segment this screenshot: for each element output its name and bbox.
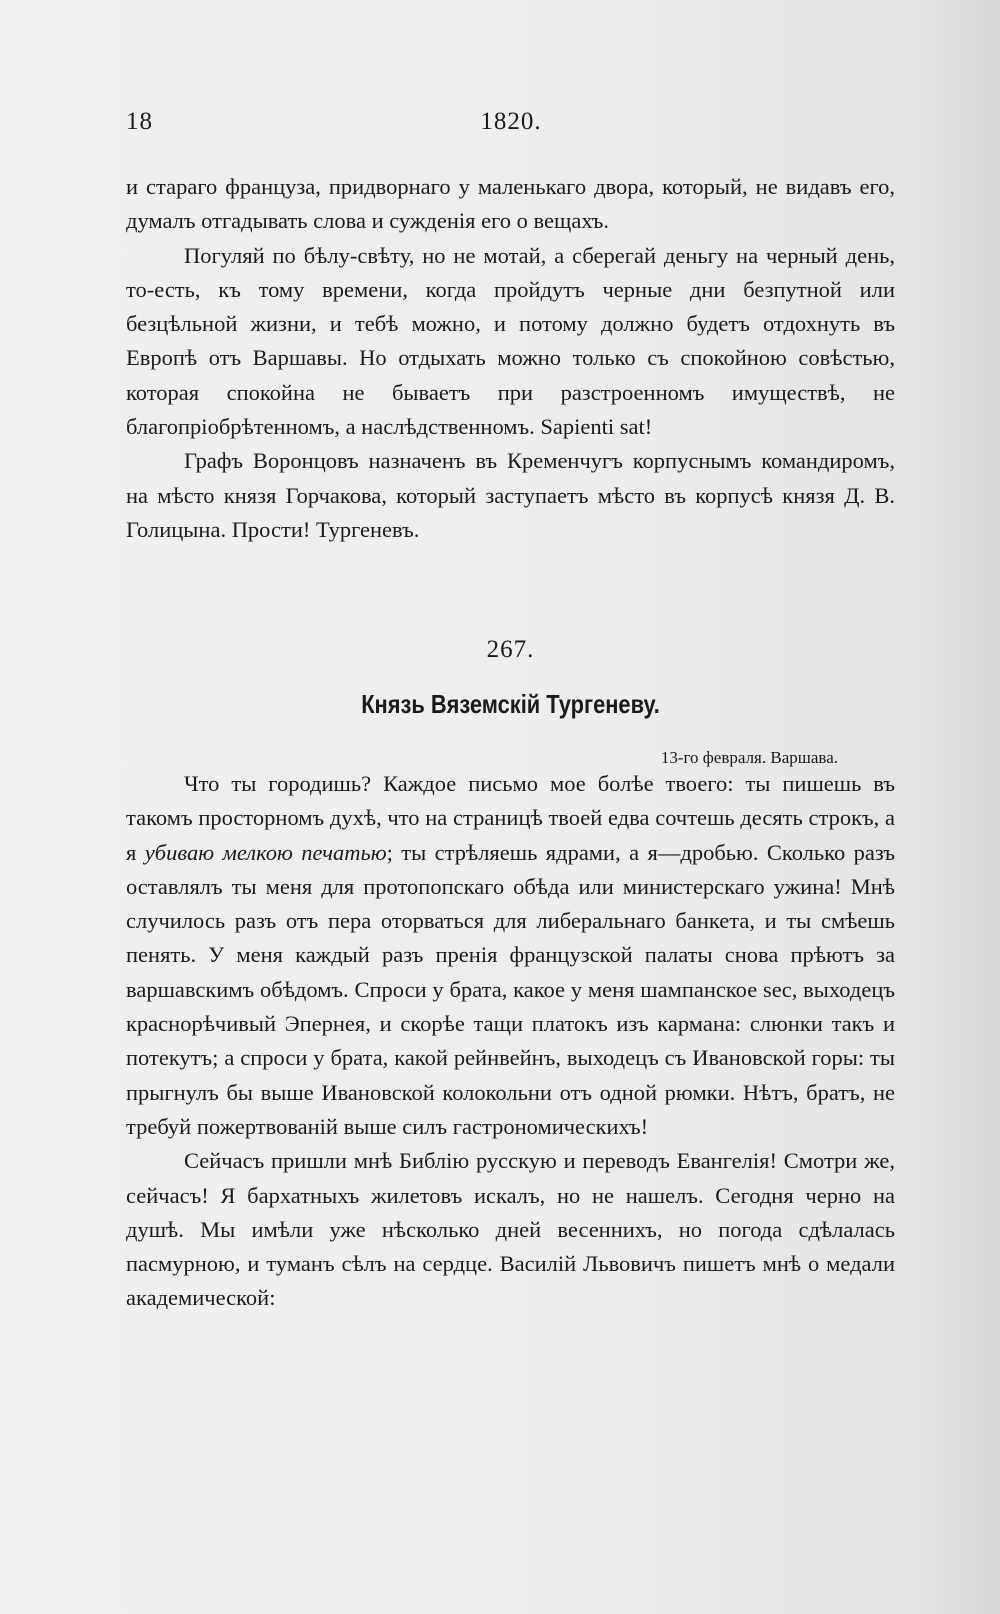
paragraph-text: ; ты стрѣляешь ядрами, а я—дробью. Сколько разъ оставлялъ ты меня для протопопскаго обѣда или министерскаго ужина! Мнѣ случилось разъ отъ пера оторваться для либеральнаго банкета, и ты смѣешь пенять. У меня каждый разъ пренія французской палаты снова прѣютъ за варшавскимъ обѣдомъ. Спроси у брата, какое у меня шампанское sec, выходецъ краснорѣчивый Эпернея, и скорѣе тащи платокъ изъ кармана: слюнки такъ и потекутъ; а спроси у брата, какой рейнвейнъ, выходецъ съ Ивановской горы: ты прыгнулъ бы выше Ивановской колокольни отъ одной рюмки. Нѣтъ, братъ, не требуй пожертвованій выше силъ гастрономическихъ! <box>126 839 895 1139</box>
page-number: 18 <box>126 108 153 135</box>
page-header <box>126 108 896 148</box>
letter-date: 13-го февраля. Варшава. <box>660 748 838 767</box>
paragraph: Погуляй по бѣлу-свѣту, но не мотай, а сберегай деньгу на черный день, то-есть, къ тому времени, когда пройдутъ черные дни безпутной или безцѣльной жизни, и тебѣ можно, и потому должно будетъ отдохнуть въ Европѣ отъ Варшавы. Но отдыхать можно только съ спокойною совѣстью, которая спокойна не бываетъ при разстроенномъ имуществѣ, не благопріобрѣтенномъ, а наслѣдственномъ. Sapienti sat! <box>126 242 895 440</box>
italic-phrase: убиваю мелкою печатью <box>144 839 387 865</box>
paragraph-text: Что ты городишь? Каждое письмо мое болѣе твоего: ты пишешь въ такомъ просторномъ духѣ, что на страницѣ твоей едва сочтешь десять строкъ, а я <box>126 771 895 865</box>
letter-title: Князь Вяземскій Тургеневу. <box>361 689 660 719</box>
paragraph: Графъ Воронцовъ назначенъ въ Кременчугъ корпуснымъ командиромъ, на мѣсто князя Горчакова, который заступаетъ мѣсто въ корпусѣ князя Д. В. Голицына. Прости! Тургеневъ. <box>126 448 895 542</box>
running-header-year: 1820. <box>480 108 542 135</box>
paragraph <box>126 767 895 1144</box>
letter-body <box>126 767 895 1316</box>
paragraph: Сейчасъ пришли мнѣ Библію русскую и переводъ Евангелія! Смотри же, сейчасъ! Я бархатныхъ жилетовъ искалъ, но не нашелъ. Сегодня черно на душѣ. Мы имѣли уже нѣсколько дней весеннихъ, но погода сдѣлалась пасмурною, и туманъ сѣлъ на сердце. Василій Львовичъ пишетъ мнѣ о медали академической: <box>126 1148 895 1311</box>
letter-number: 267. <box>486 636 535 663</box>
paragraph: и стараго француза, придворнаго у маленькаго двора, который, не видавъ его, думалъ отгадывать слова и сужденія его о вещахъ. <box>126 174 895 234</box>
previous-letter-continuation <box>126 170 895 547</box>
